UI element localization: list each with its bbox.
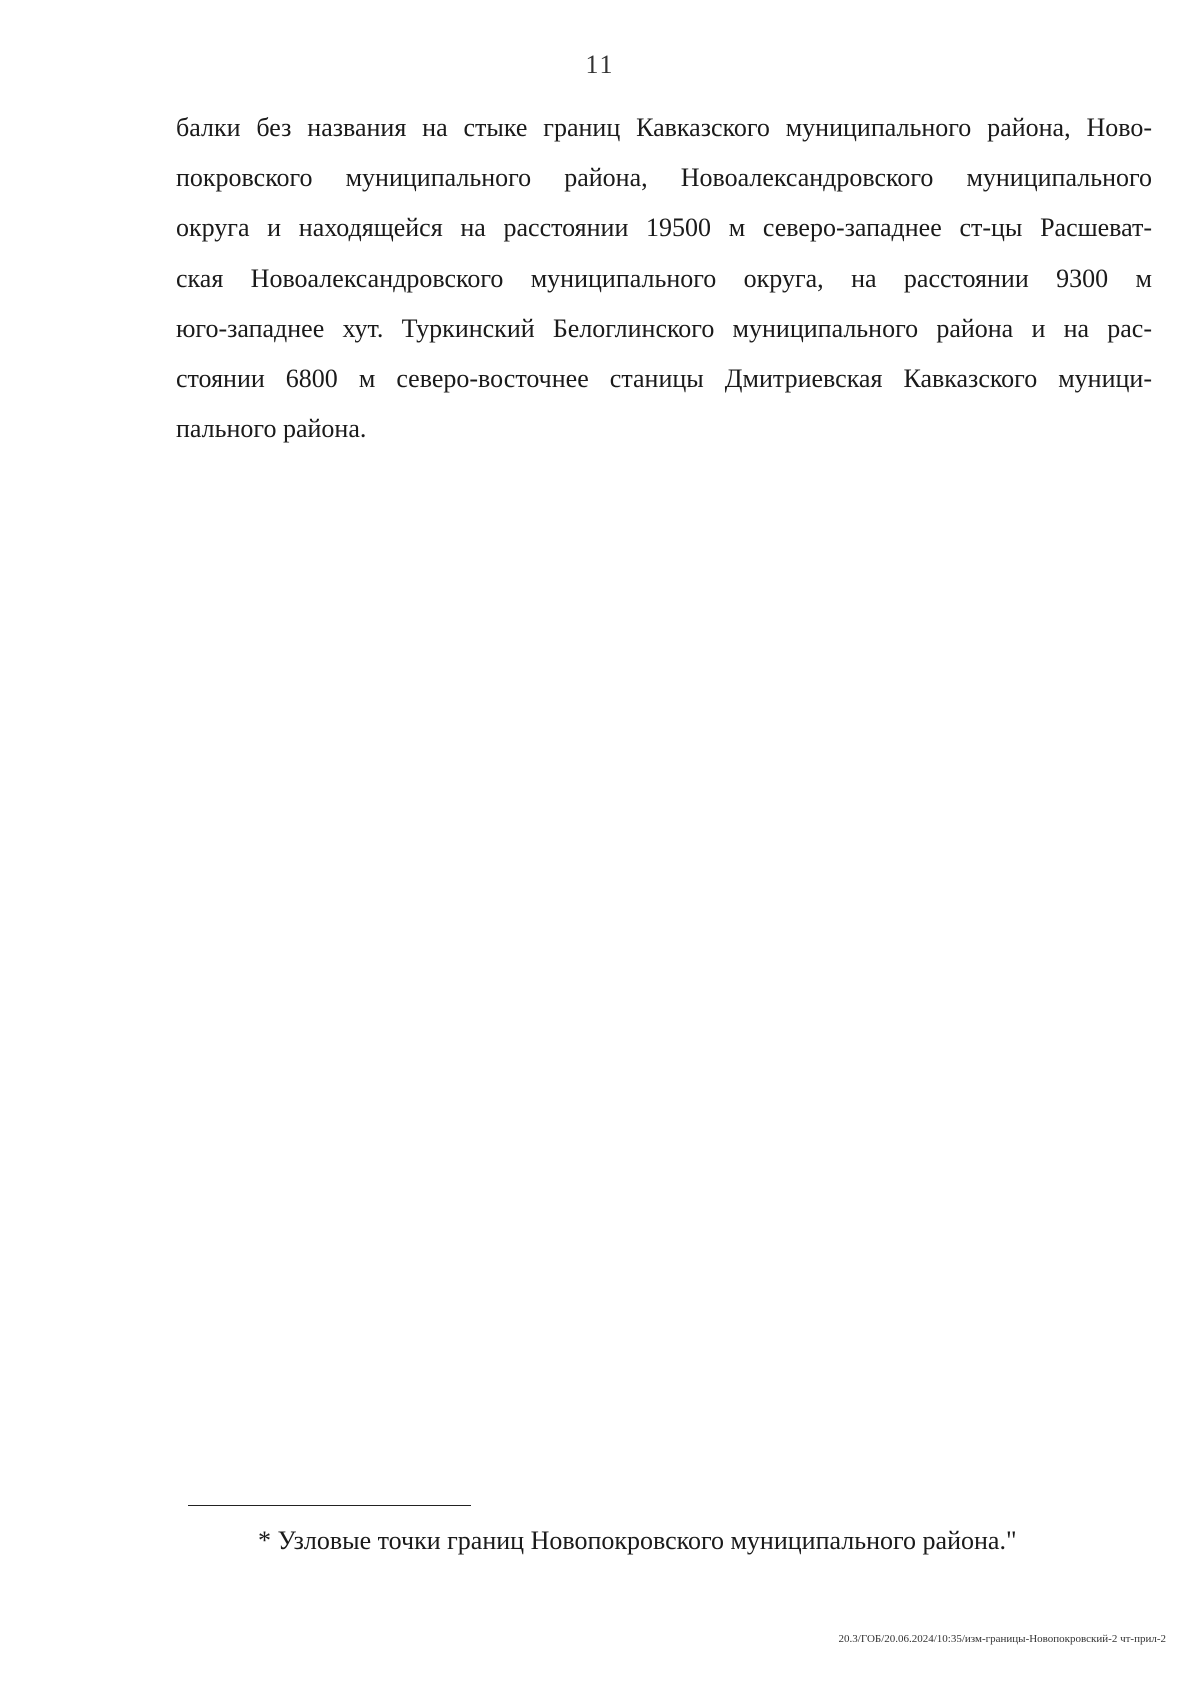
body-line: стоянии 6800 м северо-восточнее станицы Дмитриевская Кавказского муници-	[176, 364, 1152, 394]
document-code: 20.3/ГОБ/20.06.2024/10:35/изм-границы-Новопокровский-2 чт-прил-2	[838, 1633, 1166, 1645]
footnote-separator	[188, 1505, 471, 1506]
footnote: * Узловые точки границ Новопокровского муниципального района."	[258, 1526, 1017, 1555]
body-paragraph	[176, 103, 1152, 454]
page-number: 11	[585, 50, 615, 79]
body-line: покровского муниципального района, Новоалександровского муниципального	[176, 163, 1152, 193]
body-line: юго-западнее хут. Туркинский Белоглинского муниципального района и на рас-	[176, 313, 1152, 343]
body-line: балки без названия на стыке границ Кавказского муниципального района, Ново-	[176, 113, 1152, 142]
body-line: ская Новоалександровского муниципального округа, на расстоянии 9300 м	[176, 263, 1152, 293]
body-line: округа и находящейся на расстоянии 19500 м северо-западнее ст-цы Расшеват-	[176, 213, 1152, 243]
body-line: пального района.	[176, 414, 367, 444]
